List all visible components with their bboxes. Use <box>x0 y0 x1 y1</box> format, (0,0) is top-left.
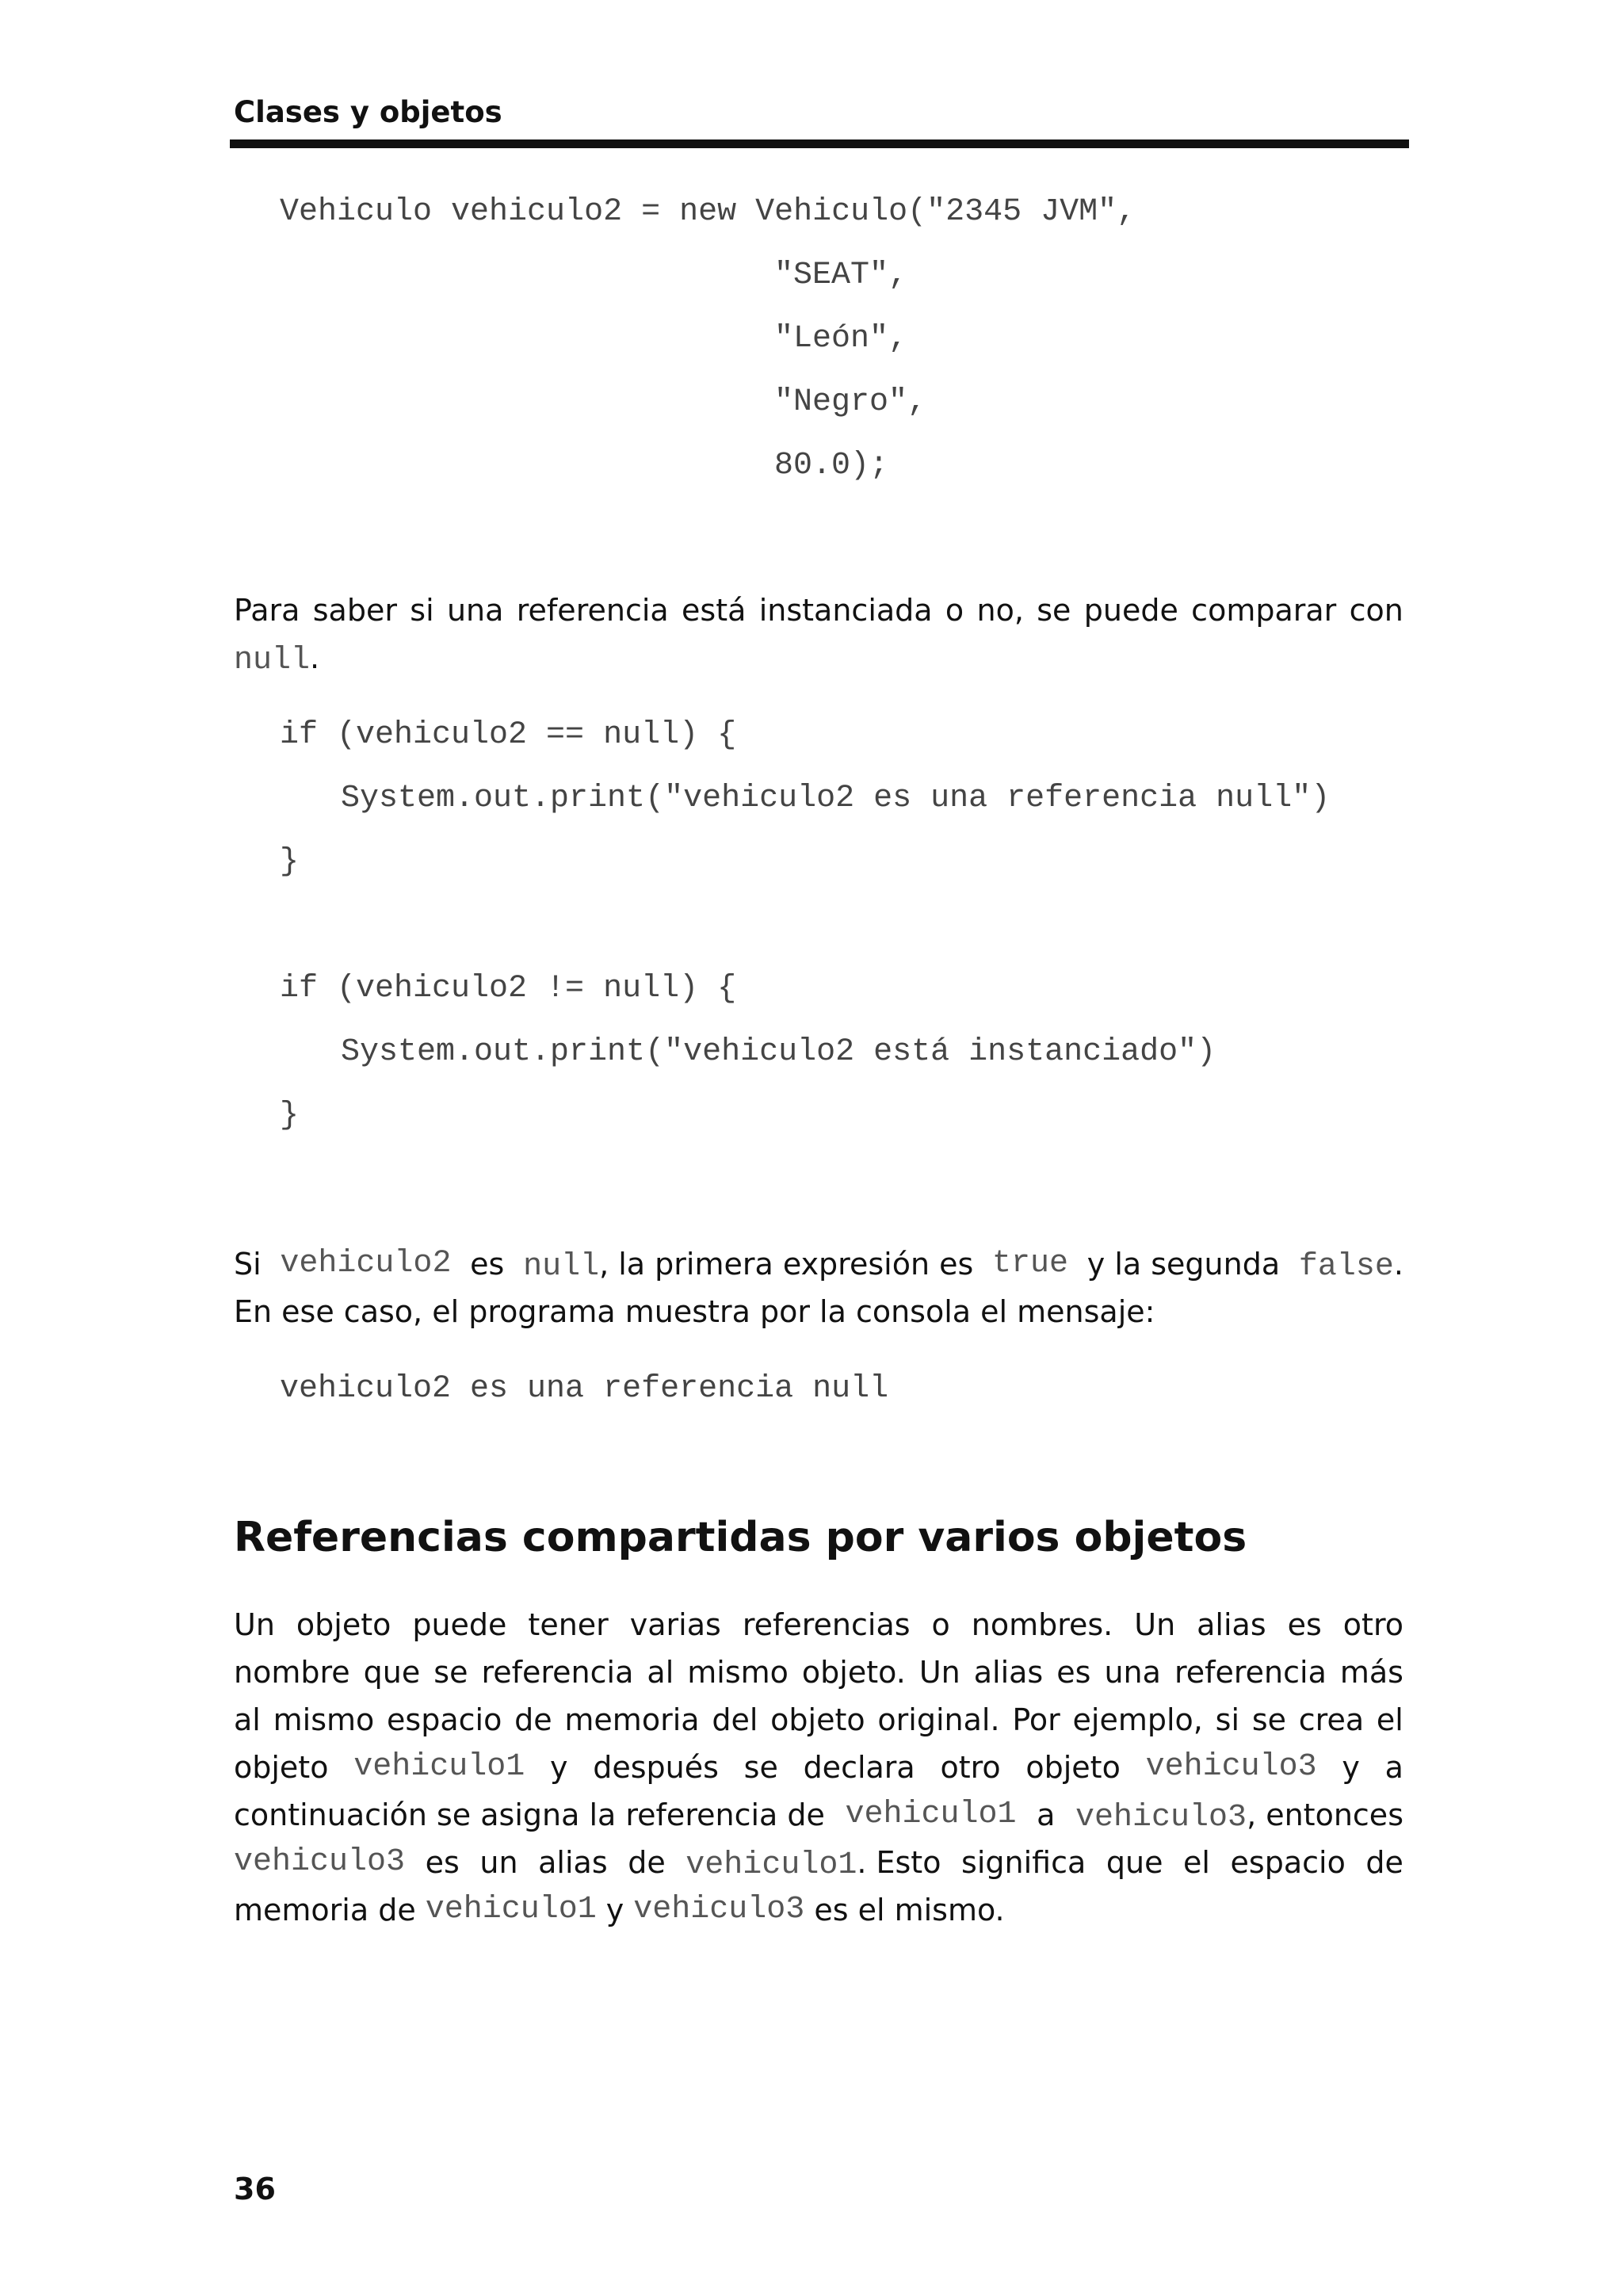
code-line: System.out.print("vehiculo2 es una referencia null") <box>341 781 1331 816</box>
word: o <box>931 1607 950 1642</box>
inline-code: vehiculo1 <box>353 1749 525 1785</box>
word: objeto <box>770 1702 865 1737</box>
code-line: } <box>280 844 300 880</box>
word: Un <box>1134 1607 1176 1642</box>
word: es el mismo. <box>814 1893 1005 1927</box>
word: Si <box>234 1247 262 1282</box>
word: tener <box>528 1607 609 1642</box>
word: objeto <box>296 1607 391 1642</box>
word: está <box>682 593 747 628</box>
word: original. <box>877 1702 1000 1737</box>
word: y <box>1342 1750 1360 1785</box>
word: referencias <box>742 1607 911 1642</box>
word: no, <box>976 593 1024 628</box>
word: puede <box>412 1607 507 1642</box>
word: de <box>1365 1845 1403 1880</box>
word: continuación se asigna la referencia de <box>234 1797 825 1832</box>
word: es <box>1287 1607 1322 1642</box>
inline-code: true <box>992 1246 1069 1282</box>
header-rule <box>230 139 1409 148</box>
word: después <box>593 1750 719 1785</box>
word: si <box>1215 1702 1240 1737</box>
word: alias <box>1197 1607 1266 1642</box>
inline-code: vehiculo1 <box>685 1847 857 1883</box>
text-line <box>234 1791 1403 1839</box>
text-line <box>234 1696 1403 1744</box>
word: y <box>605 1893 624 1927</box>
word: alias <box>538 1845 608 1880</box>
word: Para <box>234 593 300 628</box>
text-line <box>234 586 1403 634</box>
word: , entonces <box>1247 1797 1403 1832</box>
inline-code: false <box>1298 1249 1394 1285</box>
paragraph-shared-references <box>234 1601 1403 1934</box>
word: mismo <box>687 1655 789 1690</box>
word: que <box>1106 1845 1163 1880</box>
inline-code: vehiculo2 <box>280 1246 452 1282</box>
word: nombres. <box>971 1607 1113 1642</box>
word: Un <box>234 1607 275 1642</box>
word: puede <box>1083 593 1178 628</box>
word: mismo <box>273 1702 375 1737</box>
code-line: Vehiculo vehiculo2 = new Vehiculo("2345 JVM", <box>280 194 1136 230</box>
word: con <box>1349 593 1403 628</box>
word: , la primera expresión es <box>599 1247 974 1282</box>
word: otro <box>940 1750 1001 1785</box>
inline-code: vehiculo3 <box>234 1844 406 1880</box>
word: instanciada <box>758 593 933 628</box>
word: y la segunda <box>1086 1247 1281 1282</box>
word: comparar <box>1191 593 1337 628</box>
word: nombre <box>234 1655 350 1690</box>
word: una <box>446 593 504 628</box>
word: se <box>743 1750 778 1785</box>
word: el <box>1376 1702 1403 1737</box>
text-line <box>234 1886 1403 1934</box>
text-line <box>234 1288 1403 1335</box>
word: En ese caso, el programa muestra por la consola el mensaje: <box>234 1294 1155 1329</box>
text-line <box>234 1839 1403 1886</box>
inline-code: vehiculo1 <box>425 1892 597 1927</box>
word: de <box>514 1702 552 1737</box>
word: que <box>363 1655 421 1690</box>
inline-code: vehiculo1 <box>845 1797 1017 1832</box>
code-line: "SEAT", <box>774 258 908 293</box>
word: espacio <box>387 1702 502 1737</box>
word: referencia <box>481 1655 634 1690</box>
word: declara <box>803 1750 915 1785</box>
text-line <box>234 1744 1403 1791</box>
paragraph-null-check <box>234 586 1403 682</box>
word: y <box>549 1750 568 1785</box>
word: si <box>410 593 434 628</box>
paragraph-null-result <box>234 1240 1403 1335</box>
word: Por <box>1012 1702 1060 1737</box>
word: de <box>628 1845 666 1880</box>
word: . <box>1393 1247 1403 1282</box>
section-heading: Referencias compartidas por varios objetos <box>234 1514 1247 1561</box>
word: Un <box>918 1655 960 1690</box>
word: objeto <box>1025 1750 1121 1785</box>
word: memoria de <box>234 1893 416 1927</box>
word: referencia <box>516 593 669 628</box>
word: es <box>425 1845 460 1880</box>
page-number: 36 <box>234 2172 276 2206</box>
text-line <box>234 1240 1403 1288</box>
word: un <box>479 1845 518 1880</box>
text-line <box>234 1601 1403 1648</box>
word: espacio <box>1230 1845 1346 1880</box>
inline-code: vehiculo3 <box>1145 1749 1317 1785</box>
word: o <box>945 593 964 628</box>
word: a <box>1384 1750 1403 1785</box>
console-output: vehiculo2 es una referencia null <box>280 1371 889 1407</box>
inline-code: vehiculo3 <box>1075 1800 1247 1836</box>
word: se <box>1037 593 1071 628</box>
code-line: if (vehiculo2 == null) { <box>280 717 737 753</box>
code-line: System.out.print("vehiculo2 está instanciado") <box>341 1034 1216 1070</box>
word: saber <box>312 593 397 628</box>
inline-code: null <box>523 1249 600 1285</box>
word: alias <box>973 1655 1044 1690</box>
code-line: 80.0); <box>774 448 889 483</box>
word: significa <box>961 1845 1086 1880</box>
inline-code: null <box>234 643 311 678</box>
word: crea <box>1298 1702 1365 1737</box>
word: otro <box>1342 1607 1403 1642</box>
text-line <box>234 1648 1403 1696</box>
word: el <box>1183 1845 1210 1880</box>
word: referencia <box>1174 1655 1327 1690</box>
text-line <box>234 634 1403 682</box>
word: a <box>1037 1797 1056 1832</box>
word: al <box>647 1655 674 1690</box>
code-line: } <box>280 1098 300 1133</box>
word: del <box>712 1702 758 1737</box>
word: objeto <box>234 1750 329 1785</box>
word: . <box>310 640 320 675</box>
word: . Esto <box>857 1845 941 1880</box>
word: es <box>1056 1655 1091 1690</box>
word: varias <box>629 1607 721 1642</box>
running-header: Clases y objetos <box>234 95 502 129</box>
word: es <box>470 1247 505 1282</box>
word: ejemplo, <box>1072 1702 1203 1737</box>
word: objeto. <box>801 1655 906 1690</box>
word: más <box>1339 1655 1403 1690</box>
code-line: "Negro", <box>774 384 927 420</box>
word: al <box>234 1702 261 1737</box>
word: se <box>433 1655 468 1690</box>
word: memoria <box>564 1702 700 1737</box>
inline-code: vehiculo3 <box>633 1892 805 1927</box>
word: se <box>1251 1702 1286 1737</box>
code-line: if (vehiculo2 != null) { <box>280 971 737 1007</box>
word: una <box>1104 1655 1161 1690</box>
code-line: "León", <box>774 321 908 357</box>
